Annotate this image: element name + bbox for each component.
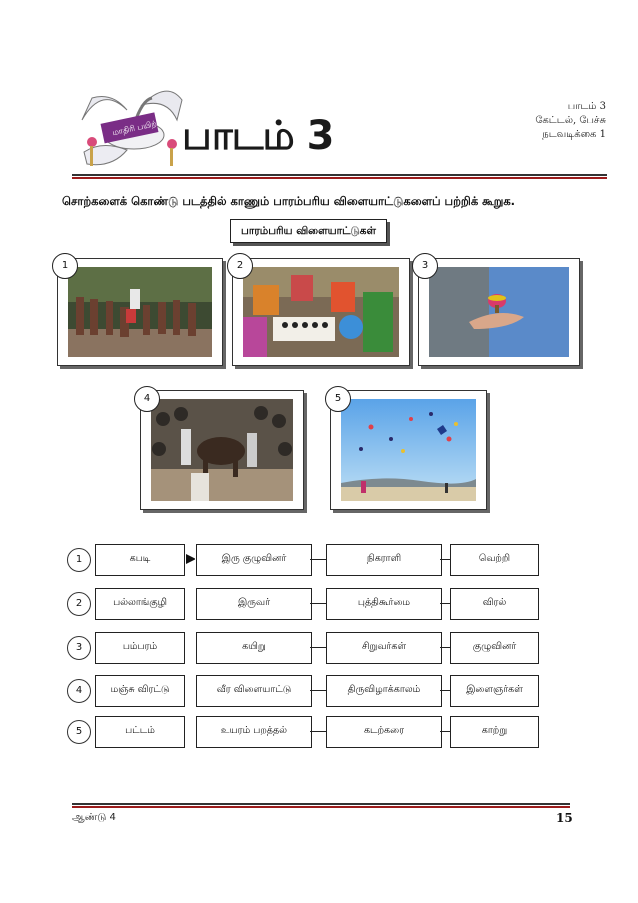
word-box: பட்டம்	[95, 716, 185, 748]
connector-line	[440, 690, 450, 691]
header-rule-accent	[72, 177, 607, 179]
connector-line	[310, 731, 326, 732]
lesson-title: பாடம் 3	[182, 113, 334, 159]
word-box: கயிறு	[196, 632, 312, 664]
logo-text: மாதிரி பயிற்சி	[111, 117, 164, 138]
word-box: சிறுவர்கள்	[326, 632, 442, 664]
meta-line: கேட்டல், பேச்சு	[535, 115, 606, 126]
lesson-meta	[535, 100, 606, 142]
word-box: இளைஞர்கள்	[450, 675, 539, 707]
photo-number: 2	[227, 253, 253, 279]
row-number: 4	[67, 679, 91, 703]
photo-frame-3	[418, 258, 580, 366]
connector-line	[310, 559, 326, 560]
footer-rule-accent	[72, 806, 570, 808]
word-box: புத்திகூர்மை	[326, 588, 442, 620]
photo-frame-5	[330, 390, 487, 510]
word-box: திருவிழாக்காலம்	[326, 675, 442, 707]
word-box: இருவர்	[196, 588, 312, 620]
word-box: காற்று	[450, 716, 539, 748]
arrow-right-icon	[186, 554, 195, 564]
row-number: 2	[67, 592, 91, 616]
connector-line	[440, 731, 450, 732]
section-subtitle: பாரம்பரிய விளையாட்டுகள்	[230, 219, 387, 243]
bull-taming-photo	[151, 399, 293, 501]
word-box: கபடி	[95, 544, 185, 576]
connector-line	[310, 647, 326, 648]
word-box: விரல்	[450, 588, 539, 620]
photo-number: 4	[134, 386, 160, 412]
photo-frame-4	[140, 390, 304, 510]
spinning-top-photo	[429, 267, 569, 357]
connector-line	[310, 603, 326, 604]
photo-frame-2	[232, 258, 410, 366]
swan-logo	[72, 80, 192, 175]
meta-line: நடவடிக்கை 1	[542, 129, 606, 140]
kabaddi-photo	[68, 267, 212, 357]
row-number: 3	[67, 636, 91, 660]
word-box: வெற்றி	[450, 544, 539, 576]
photo-frame-1	[57, 258, 223, 366]
word-box: மஞ்சு விரட்டு	[95, 675, 185, 707]
pallanguzhi-photo	[243, 267, 399, 357]
footer-year: ஆண்டு 4	[72, 812, 116, 823]
word-box: இரு குழுவினர்	[196, 544, 312, 576]
row-number: 1	[67, 548, 91, 572]
instruction-text: சொற்களைக் கொண்டு படத்தில் காணும் பாரம்பரிய விளையாட்டுகளைப் பற்றிக் கூறுக.	[62, 194, 516, 208]
photo-number: 1	[52, 253, 78, 279]
connector-line	[310, 690, 326, 691]
kite-flying-photo	[341, 399, 476, 501]
photo-number: 3	[412, 253, 438, 279]
row-number: 5	[67, 720, 91, 744]
word-box: குழுவினர்	[450, 632, 539, 664]
footer-rule	[72, 803, 570, 805]
word-box: பம்பரம்	[95, 632, 185, 664]
photo-number: 5	[325, 386, 351, 412]
connector-line	[440, 647, 450, 648]
page-number: 15	[556, 811, 573, 825]
word-box: உயரம் பறத்தல்	[196, 716, 312, 748]
word-box: பல்லாங்குழி	[95, 588, 185, 620]
meta-line: பாடம் 3	[567, 101, 606, 112]
connector-line	[440, 603, 450, 604]
word-box: நிகராளி	[326, 544, 442, 576]
word-box: வீர விளையாட்டு	[196, 675, 312, 707]
word-box: கடற்கரை	[326, 716, 442, 748]
header-rule	[72, 174, 607, 176]
connector-line	[440, 559, 450, 560]
